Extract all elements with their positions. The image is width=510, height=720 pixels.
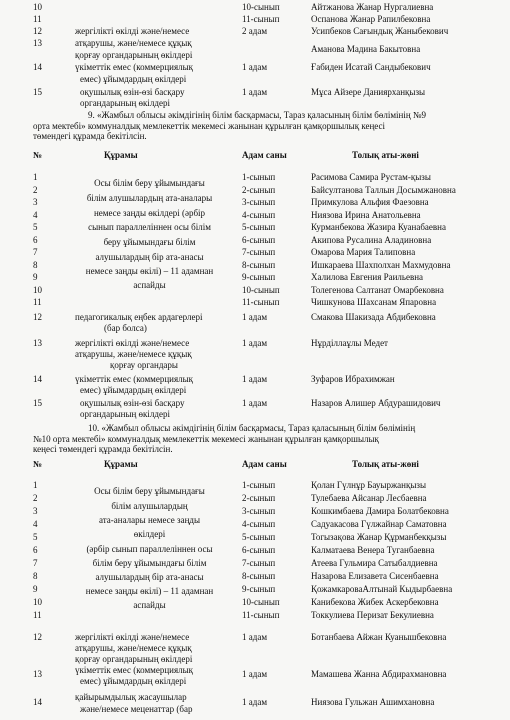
member-name: Токкулиева Перизат Бекулиевна: [311, 610, 434, 620]
composition-text: білім алушылардың: [111, 501, 188, 511]
composition-text: оқушылық өзін-өзі басқару: [80, 398, 185, 408]
member-name: Мұса Айзере Даниярханқызы: [311, 87, 426, 97]
people-count: 8-сынып: [242, 259, 276, 270]
people-count: 1-сынып: [242, 172, 276, 182]
people-count: 3-сынып: [242, 506, 276, 516]
composition-text: жергілікті өкілді және/немесе: [75, 632, 190, 642]
composition-text: өкілдері: [133, 529, 166, 539]
row-number: 11: [33, 14, 42, 24]
people-count: 1 адам: [242, 632, 268, 642]
people-count: 10-сынып: [242, 2, 280, 12]
people-count: 1 адам: [242, 62, 268, 72]
row-number: 5: [33, 222, 38, 232]
member-name: Ниязова Ирина Анатольевна: [311, 209, 421, 220]
people-count: 8-сынып: [242, 571, 276, 581]
header-number: №: [33, 459, 43, 469]
row-number: 13: [33, 338, 42, 348]
row-number: 13: [33, 669, 42, 679]
member-name: Примкулова Альфия Фаезовна: [311, 197, 429, 207]
member-name: Зуфаров Ибрахимжан: [311, 374, 395, 384]
people-count: 1 адам: [242, 374, 268, 384]
row-number: 3: [33, 197, 38, 207]
composition-text: беру ұйымындағы білім: [103, 237, 196, 247]
people-count: 6-сынып: [242, 234, 276, 245]
member-name: Канибекова Жибек Аскербековна: [311, 597, 439, 607]
composition-text: алушылардың бір ата-анасы: [95, 572, 204, 582]
row-number: 2: [33, 493, 38, 503]
member-name: Чишкунова Шахсанам Япаровна: [311, 297, 437, 307]
paragraph-line: төмендегі құрамда бекітілсін.: [33, 131, 147, 141]
people-count: 1-сынып: [242, 480, 276, 490]
member-name: Курманбекова Жазира Куанабаевна: [311, 222, 446, 232]
row-number: 12: [33, 632, 42, 642]
member-name: Нұрділлаұлы Медет: [311, 338, 388, 348]
member-name: Смакова Шакизада Абдибековна: [311, 312, 436, 322]
row-number: 9: [33, 272, 38, 282]
member-name: Омарова Мария Талиповна: [311, 247, 416, 257]
paragraph-line: кеңесі төмендегі құрамда бекітілсін.: [33, 444, 173, 454]
composition-text: емес) ұйымдардың өкілдері: [80, 385, 187, 395]
people-count: 4-сынып: [242, 519, 276, 529]
composition-text: немесе заңды өкілдері (әрбір: [93, 208, 206, 218]
member-name: Аманова Мадина Бакытовна: [311, 44, 421, 54]
people-count: 5-сынып: [242, 532, 276, 542]
composition-text: жергілікті өкілді және/немесе: [75, 26, 190, 36]
people-count: 3-сынып: [242, 197, 276, 207]
composition-text: қорғау органдарының өкілдері: [75, 50, 193, 60]
row-number: 4: [33, 209, 38, 220]
member-name: Усипбеков Сағындық Жаныбекович: [311, 26, 449, 36]
people-count: 2-сынып: [242, 493, 276, 503]
people-count: 9-сынып: [242, 584, 276, 594]
member-name: ҚожамкароваАлтынай Кыдырбаевна: [311, 584, 453, 594]
people-count: 7-сынып: [242, 247, 276, 257]
member-name: Байсултанова Таллын Досымжановна: [311, 184, 456, 195]
people-count: 11-сынып: [242, 297, 280, 307]
row-number: 12: [33, 26, 42, 36]
composition-text: немесе заңды өкілі) – 11 адамнан: [85, 586, 214, 596]
composition-text: қорғау органдарының өкілдері: [75, 654, 193, 664]
member-name: Қолан Гүлнұр Бауыржанқызы: [311, 480, 427, 490]
composition-text: қайырымдылық жасаушылар: [75, 692, 187, 702]
row-number: 11: [33, 297, 42, 307]
people-count: 9-сынып: [242, 272, 276, 282]
composition-text: атқарушы, және/немесе құқық: [75, 38, 192, 48]
member-name: Айтжанова Жанар Нургалиевна: [311, 2, 434, 12]
composition-text: (әрбір сынып параллеліннен осы: [86, 544, 213, 554]
header-count: Адам саны: [242, 150, 287, 160]
people-count: 10-сынып: [242, 597, 280, 607]
member-name: Назарова Елизавета Сисенбаевна: [311, 571, 439, 581]
row-number: 14: [33, 62, 42, 72]
member-name: Ишкараева Шахполхан Махмудовна: [311, 259, 451, 270]
row-number: 15: [33, 87, 42, 97]
composition-text: білім беру ұйымындағы білім: [92, 558, 207, 568]
composition-text: үкіметтік емес (коммерциялық: [75, 62, 194, 72]
composition-text: педагогикалық еңбек ардагерлері: [75, 312, 203, 322]
member-name: Атеева Гульмира Сатыбалдиевна: [311, 558, 438, 568]
header-composition: Құрамы: [104, 150, 138, 160]
people-count: 4-сынып: [242, 209, 276, 220]
row-number: 11: [33, 610, 42, 620]
row-number: 7: [33, 247, 38, 257]
composition-text: аспайды: [133, 280, 166, 290]
row-number: 10: [33, 597, 42, 607]
row-number: 15: [33, 398, 42, 408]
people-count: 5-сынып: [242, 222, 276, 232]
paragraph-line: 9. «Жамбыл облысы әкімдігінің білім басқармасы, Тараз қаласының білім бөлімінің №9: [88, 110, 427, 120]
row-number: 14: [33, 697, 42, 707]
row-number: 5: [33, 532, 38, 542]
row-number: 10: [33, 2, 42, 12]
member-name: Ниязова Гульжан Ашимхановна: [311, 697, 435, 707]
people-count: 2-сынып: [242, 184, 276, 195]
member-name: Назаров Алишер Абдурашидович: [311, 398, 441, 408]
header-count: Адам саны: [242, 459, 287, 469]
paragraph-9: [33, 110, 477, 142]
row-number: 7: [33, 558, 38, 568]
row-number: 9: [33, 584, 38, 594]
row-number: 8: [33, 259, 38, 270]
member-name: Тогызақова Жанар Құрманбекқызы: [311, 532, 447, 542]
composition-text: ата-аналары немесе заңды: [98, 515, 201, 525]
composition-text: атқарушы, және/немесе құқық: [75, 349, 192, 359]
composition-text: (бар болса): [104, 323, 147, 333]
composition-text: атқарушы, және/немесе құқық: [75, 643, 192, 653]
composition-text: емес) ұйымдардың өкілдері: [80, 74, 187, 84]
paragraph-line: 10. «Жамбыл облысы әкімдігінің білім басқармасы, Тараз қаласының білім бөлімінің: [88, 423, 416, 433]
member-name: Акипова Русалина Аладиновна: [311, 234, 432, 245]
paragraph-line: орта мектебі» коммуналдық мемлекеттік мекемесі жанынан құрылған қамқоршылық кеңесі: [33, 120, 385, 131]
row-number: 10: [33, 284, 42, 295]
member-name: Тулебаева Айсанар Лесбаевна: [311, 493, 427, 503]
row-number: 6: [33, 234, 38, 245]
row-number: 8: [33, 571, 38, 581]
member-name: Ботанбаева Айжан Куанышбековна: [311, 632, 447, 642]
member-name: Кошкимбаева Дамира Болатбековна: [311, 506, 449, 516]
people-count: 11-сынып: [242, 610, 280, 620]
member-name: Мамашева Жанна Абдирахмановна: [311, 669, 447, 679]
people-count: 2 адам: [242, 26, 268, 36]
member-name: Расимова Самира Рустам-қызы: [311, 172, 431, 182]
header-fullname: Толық аты-жөні: [352, 459, 419, 469]
composition-text: сынып параллеліннен осы білім: [88, 222, 211, 232]
composition-text: органдарының өкілдері: [80, 98, 170, 108]
people-count: 1 адам: [242, 398, 268, 408]
people-count: 11-сынып: [242, 14, 280, 24]
row-number: 3: [33, 506, 38, 516]
composition-text: оқушылық өзін-өзі басқару: [80, 87, 185, 97]
composition-text: білім алушылардың ата-аналары: [86, 193, 213, 203]
row-number: 14: [33, 374, 42, 384]
composition-text: Осы білім беру ұйымындағы: [94, 178, 205, 188]
member-name: Оспанова Жанар Рапилбековна: [311, 14, 431, 24]
people-count: 1 адам: [242, 87, 268, 97]
member-name: Калматаева Венера Туганбаевна: [311, 545, 435, 555]
paragraph-line: №10 орта мектебі» коммуналдық мемлекеттік мекемесі жанынан құрылған қамқоршылық: [33, 433, 379, 444]
composition-text: үкіметтік емес (коммерциялық: [75, 665, 194, 675]
composition-text: Осы білім беру ұйымындағы: [94, 486, 205, 496]
composition-text: аспайды: [133, 600, 166, 610]
header-number: №: [33, 150, 43, 160]
header-fullname: Толық аты-жөні: [352, 150, 419, 160]
composition-text: емес) ұйымдардың өкілдері: [80, 676, 187, 686]
composition-text: алушылардың бір ата-анасы: [95, 252, 204, 262]
row-number: 13: [33, 38, 42, 48]
composition-text: жергілікті өкілді және/немесе: [75, 338, 190, 348]
header-composition: Құрамы: [104, 459, 138, 469]
row-number: 12: [33, 312, 42, 322]
composition-text: немесе заңды өкілі) – 11 адамнан: [85, 266, 214, 276]
member-name: Садуакасова Гүлжайнар Саматовна: [311, 519, 447, 529]
row-number: 1: [33, 172, 38, 182]
people-count: 10-сынып: [242, 284, 280, 295]
row-number: 6: [33, 545, 38, 555]
composition-text: үкіметтік емес (коммерциялық: [75, 374, 194, 384]
paragraph-10: [33, 423, 477, 455]
member-name: Ғабиден Исатай Сандыбекович: [311, 62, 431, 72]
composition-text: қорғау органдары: [110, 360, 178, 370]
composition-text: органдарының өкілдері: [80, 409, 170, 419]
people-count: 1 адам: [242, 312, 268, 322]
row-number: 1: [33, 480, 38, 490]
row-number: 4: [33, 519, 38, 529]
people-count: 6-сынып: [242, 545, 276, 555]
composition-text: және/немесе меценаттар (бар: [80, 704, 193, 714]
people-count: 1 адам: [242, 669, 268, 679]
member-name: Халилова Евгения Раильевна: [311, 272, 424, 282]
people-count: 7-сынып: [242, 558, 276, 568]
people-count: 1 адам: [242, 338, 268, 348]
row-number: 2: [33, 184, 38, 195]
people-count: 1 адам: [242, 697, 268, 707]
member-name: Толегенова Салтанат Омарбековна: [311, 284, 444, 295]
